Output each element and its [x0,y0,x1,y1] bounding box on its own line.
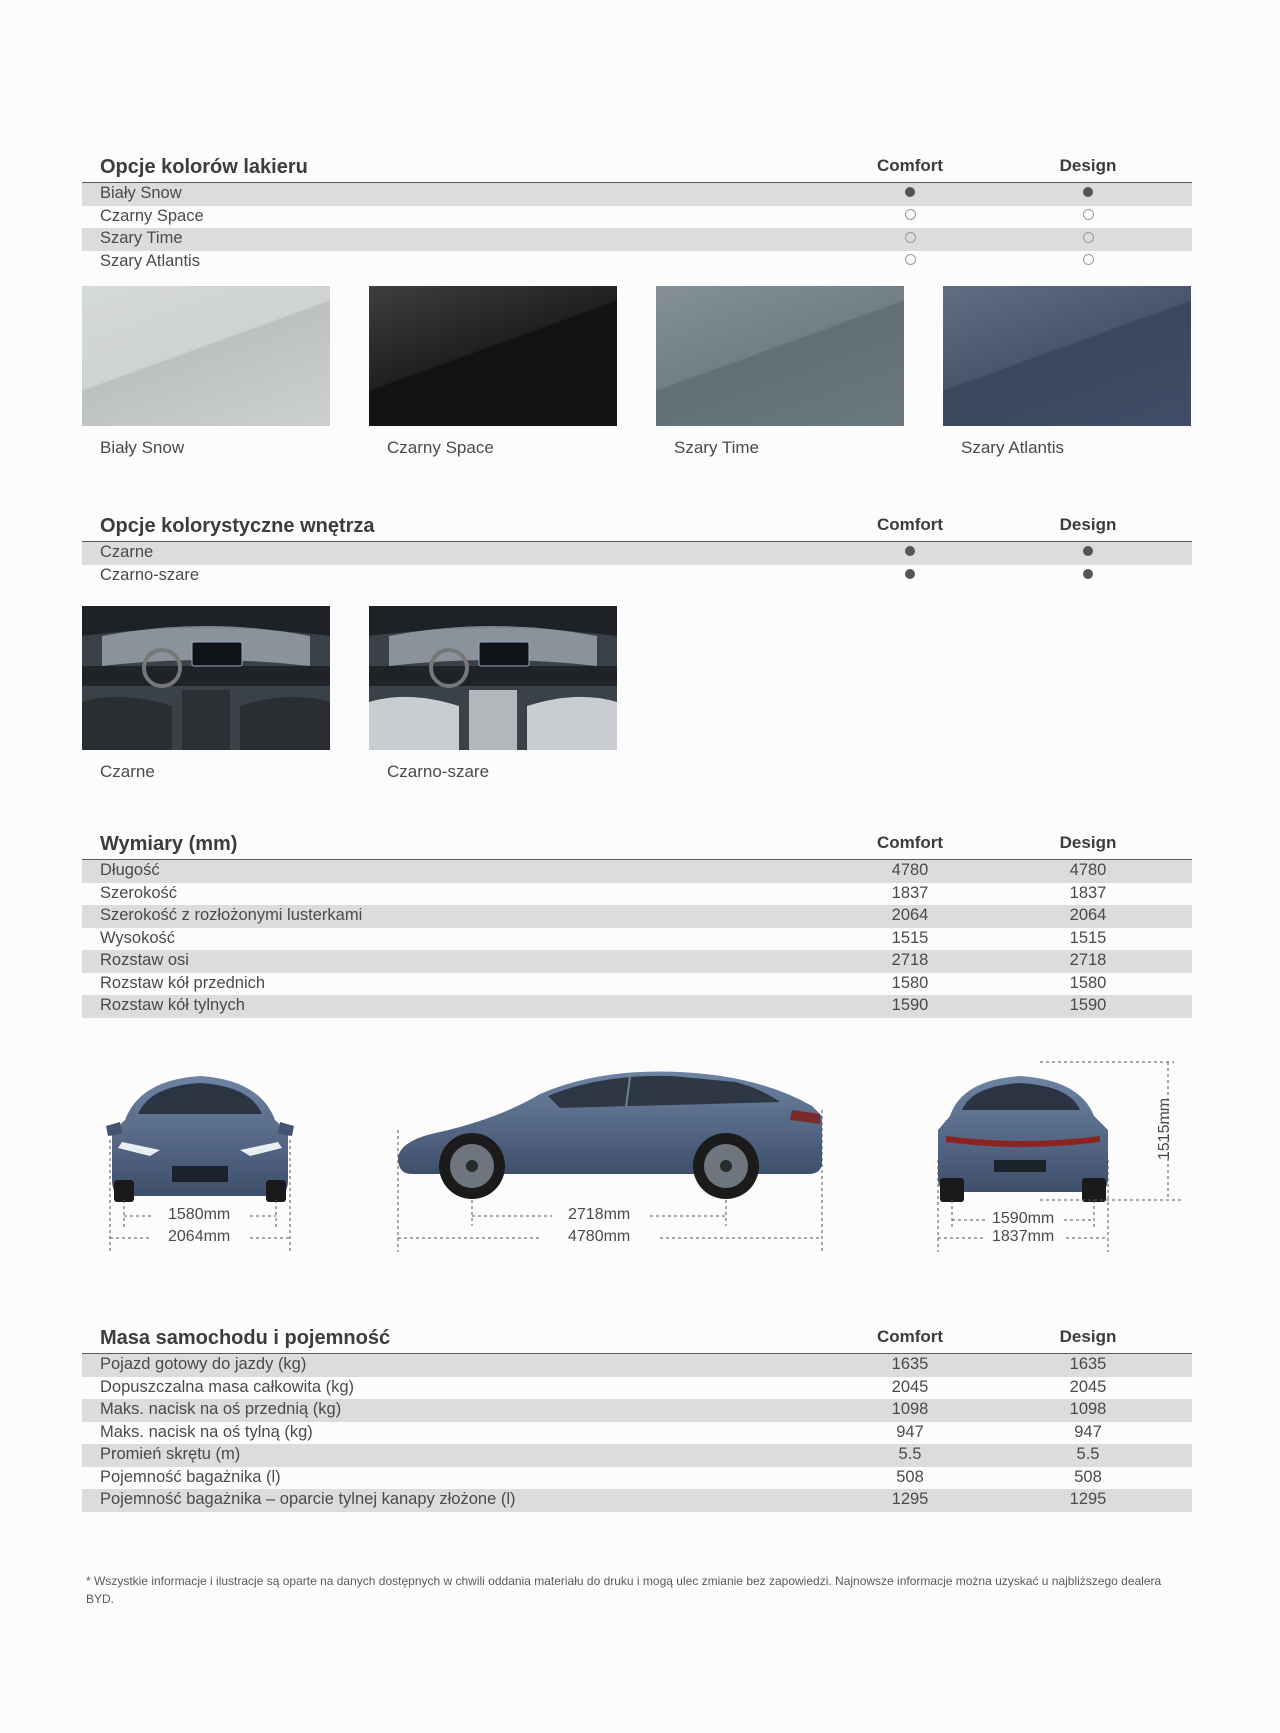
standard-dot-icon [1083,569,1093,579]
comfort-cell: 4780 [891,861,929,879]
design-cell: 2064 [1069,906,1107,924]
design-cell: 1590 [1069,996,1107,1014]
dimensions-title: Wymiary (mm) [100,833,238,855]
design-cell: 1837 [1069,883,1107,902]
paint-options-section [82,154,1192,273]
optional-circle-icon [1083,232,1094,243]
standard-dot-icon [1083,546,1093,556]
comfort-cell: 2064 [891,906,929,924]
interior-image-label: Czarne [100,762,155,781]
row-label: Rozstaw osi [100,951,189,969]
design-cell: 4780 [1069,861,1107,879]
comfort-cell: 2045 [891,1377,929,1396]
comfort-cell: 1515 [891,928,929,947]
optional-circle-icon [1083,254,1094,265]
rear-width-label: 1837mm [992,1228,1055,1245]
paint-swatch [656,286,904,426]
interior-options-header [82,513,1192,542]
standard-dot-icon [905,187,915,197]
mass-col-comfort: Comfort [876,1327,944,1346]
row-label: Maks. nacisk na oś przednią (kg) [100,1400,342,1418]
table-row [82,206,1192,229]
interior-options-section [82,513,1192,587]
table-row [82,928,1192,951]
row-label: Czarny Space [100,206,204,225]
dimensions-col-comfort: Comfort [876,833,944,852]
design-cell [1028,543,1148,562]
table-row [82,183,1192,206]
table-row [82,1489,1192,1512]
table-row [82,1444,1192,1467]
design-cell: 1098 [1069,1400,1107,1418]
paint-swatch-label: Szary Atlantis [961,438,1064,457]
optional-circle-icon [905,209,916,220]
design-cell: 1295 [1069,1490,1107,1508]
comfort-cell [850,207,970,226]
design-cell [1028,252,1148,271]
row-label: Czarno-szare [100,565,200,584]
design-cell [1028,229,1148,248]
row-label: Rozstaw kół tylnych [100,996,245,1014]
table-row [82,1467,1192,1490]
mass-col-design: Design [1059,1327,1117,1346]
dimensions-rows [82,860,1192,1018]
table-row [82,950,1192,973]
design-cell [1028,207,1148,226]
comfort-cell: 1580 [891,973,929,992]
row-label: Maks. nacisk na oś tylną (kg) [100,1422,313,1441]
optional-circle-icon [905,254,916,265]
interior-col-design: Design [1059,515,1117,534]
comfort-cell: 1098 [891,1400,929,1418]
car-side-view [398,1071,822,1199]
optional-circle-icon [1083,209,1094,220]
mass-rows [82,1354,1192,1512]
design-cell [1028,184,1148,203]
table-row [82,1399,1192,1422]
front-track-label: 1580mm [168,1206,231,1223]
interior-drawing [82,606,330,750]
paint-swatch [369,286,617,426]
paint-col-comfort: Comfort [876,156,944,175]
height-label: 1515mm [1156,1097,1174,1161]
table-row [82,1422,1192,1445]
comfort-cell: 1295 [891,1490,929,1508]
table-row [82,973,1192,996]
interior-options-title: Opcje kolorystyczne wnętrza [100,515,375,537]
table-row [82,905,1192,928]
row-label: Rozstaw kół przednich [100,973,266,992]
row-label: Biały Snow [100,184,182,202]
design-cell [1028,566,1148,585]
front-width-mirrors-label: 2064mm [168,1228,231,1245]
comfort-cell: 1635 [891,1355,929,1373]
table-row [82,1354,1192,1377]
comfort-cell [850,543,970,562]
table-row [82,228,1192,251]
comfort-cell [850,184,970,203]
row-label: Pojemność bagażnika – oparcie tylnej kanapy złożone (l) [100,1490,516,1508]
table-row [82,542,1192,565]
design-cell: 1580 [1069,973,1107,992]
row-label: Dopuszczalna masa całkowita (kg) [100,1377,355,1396]
interior-options-rows [82,542,1192,587]
mass-section [82,1325,1192,1512]
paint-options-title: Opcje kolorów lakieru [100,156,308,178]
dimensions-col-design: Design [1059,833,1117,852]
interior-image [82,606,330,750]
row-label: Szary Time [100,229,183,247]
design-cell: 1515 [1069,928,1107,947]
paint-options-header [82,154,1192,183]
paint-swatch [943,286,1191,426]
dimensions-section [82,831,1192,1018]
row-label: Szerokość z rozłożonymi lusterkami [100,906,363,924]
row-label: Pojemność bagażnika (l) [100,1467,281,1486]
footnote: * Wszystkie informacje i ilustracje są oparte na danych dostępnych w chwili oddania materiału do druku i mogą ulec zmianie bez zapowiedzi. Najnowsze informacje można uzyskać u najbliższego dealera BYD. [86,1574,1162,1606]
standard-dot-icon [905,546,915,556]
paint-swatch-label: Czarny Space [387,438,494,457]
table-row [82,860,1192,883]
comfort-cell [850,229,970,248]
mass-title: Masa samochodu i pojemność [100,1327,391,1349]
comfort-cell [850,566,970,585]
table-row [82,995,1192,1018]
design-cell: 508 [1074,1467,1102,1486]
row-label: Długość [100,861,160,879]
mass-header [82,1325,1192,1354]
paint-swatch-label: Szary Time [674,438,760,457]
table-row [82,251,1192,274]
rear-track-label: 1590mm [992,1210,1055,1227]
paint-swatch-label: Biały Snow [100,438,185,457]
row-label: Wysokość [100,928,176,947]
design-cell: 5.5 [1076,1445,1100,1463]
design-cell: 2718 [1069,951,1107,969]
comfort-cell: 1837 [891,883,929,902]
row-label: Szerokość [100,883,178,902]
optional-circle-icon [905,232,916,243]
comfort-cell: 5.5 [898,1445,922,1463]
table-row [82,565,1192,588]
wheelbase-label: 2718mm [568,1206,631,1223]
paint-col-design: Design [1059,156,1117,175]
comfort-cell [850,252,970,271]
comfort-cell: 2718 [891,951,929,969]
design-cell: 2045 [1069,1377,1107,1396]
car-rear-view [938,1076,1108,1202]
comfort-cell: 1590 [891,996,929,1014]
interior-col-comfort: Comfort [876,515,944,534]
table-row [82,883,1192,906]
row-label: Czarne [100,543,154,561]
design-cell: 1635 [1069,1355,1107,1373]
comfort-cell: 508 [896,1467,924,1486]
dimension-diagram [0,1050,1280,1260]
paint-options-rows [82,183,1192,273]
interior-image-label: Czarno-szare [387,762,490,781]
dimensions-header [82,831,1192,860]
car-front-view [106,1076,294,1202]
paint-swatch [82,286,330,426]
interior-image [369,606,617,750]
comfort-cell: 947 [896,1422,924,1441]
row-label: Szary Atlantis [100,251,200,270]
interior-drawing [369,606,617,750]
design-cell: 947 [1074,1422,1102,1441]
standard-dot-icon [1083,187,1093,197]
standard-dot-icon [905,569,915,579]
row-label: Pojazd gotowy do jazdy (kg) [100,1355,307,1373]
row-label: Promień skrętu (m) [100,1445,241,1463]
length-label: 4780mm [568,1228,631,1245]
table-row [82,1377,1192,1400]
